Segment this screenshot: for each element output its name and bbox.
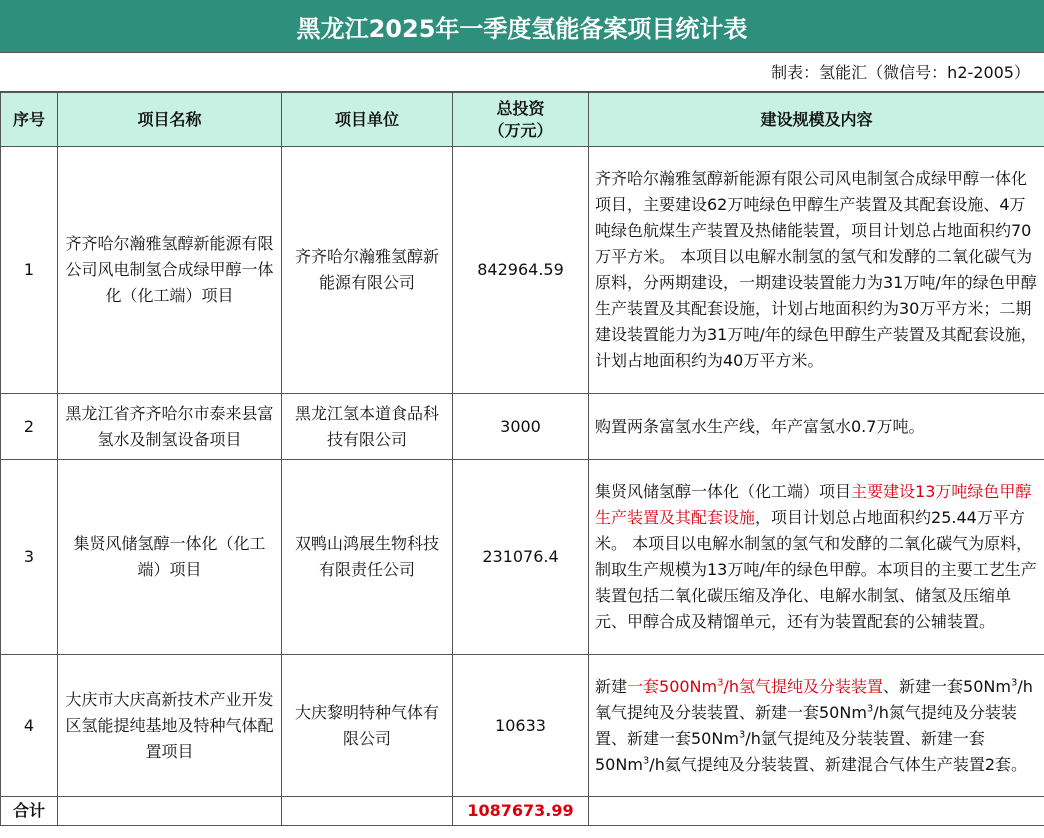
row-content: 购置两条富氢水生产线，年产富氢水0.7万吨。 (589, 394, 1044, 460)
table-row (1, 460, 1044, 655)
projects-table (0, 92, 1044, 826)
maker-credit: 制表：氢能汇（微信号：h2-2005） (0, 52, 1044, 92)
total-label: 合计 (1, 797, 58, 826)
total-empty-cell (58, 797, 282, 826)
header-project-unit: 项目单位 (282, 93, 453, 147)
row-content: 齐齐哈尔瀚雅氢醇新能源有限公司风电制氢合成绿甲醇一体化项目，主要建设62万吨绿色甲醇生产装置及其配套设施、4万吨绿色航煤生产装置及热储能装置，项目计划总占地面积约70万平方米。 本项目以电解水制氢的氢气和发酵的二氧化碳气为原料，分两期建设，一期建设装置能力为31万吨/年的绿色甲醇生产装置及其配套设施，计划占地面积约为30万平方米；二期建设装置能力为31万吨/年的绿色甲醇生产装置及其配套设施，计划占地面积约为40万平方米。 (589, 147, 1044, 394)
header-investment (453, 93, 589, 147)
header-investment-line1: 总投资 (496, 98, 545, 118)
row-content (589, 655, 1044, 797)
row-project-unit: 黑龙江氢本道食品科技有限公司 (282, 394, 453, 460)
superscript: 3 (1010, 677, 1018, 689)
table-row (1, 655, 1044, 797)
total-investment: 1087673.99 (453, 797, 589, 826)
page-title: 黑龙江2025年一季度氢能备案项目统计表 (0, 0, 1044, 53)
row-investment: 10633 (453, 655, 589, 797)
row-project-name: 齐齐哈尔瀚雅氢醇新能源有限公司风电制氢合成绿甲醇一体化（化工端）项目 (58, 147, 282, 394)
row-investment: 231076.4 (453, 460, 589, 655)
total-row (1, 797, 1044, 826)
row-project-name: 集贤风储氢醇一体化（化工端）项目 (58, 460, 282, 655)
content-text: /h氮气提纯及分装装置、新建一套50Nm (595, 702, 1017, 748)
row-index: 2 (1, 394, 58, 460)
content-text: 集贤风储氢醇一体化（化工端）项目 (595, 482, 852, 501)
superscript: 3 (738, 729, 746, 741)
row-investment: 3000 (453, 394, 589, 460)
superscript: 3 (866, 703, 874, 715)
row-project-unit: 齐齐哈尔瀚雅氢醇新能源有限公司 (282, 147, 453, 394)
row-project-unit: 双鸭山鸿展生物科技有限责任公司 (282, 460, 453, 655)
content-highlight-part: /h氢气提纯及分装装置 (723, 676, 884, 696)
total-empty-cell (589, 797, 1044, 826)
header-investment-line2: （万元） (488, 120, 553, 140)
content-highlight: 主要建设13万吨绿色甲醇生产装置及其配套设施 (595, 482, 1032, 527)
content-text: 、新建一套50Nm (883, 676, 1011, 696)
row-content (589, 460, 1044, 655)
header-content: 建设规模及内容 (589, 93, 1044, 147)
content-text: /h氦气提纯及分装装置、新建混合气体生产装置2套。 (649, 754, 1028, 774)
row-investment: 842964.59 (453, 147, 589, 394)
row-project-name: 黑龙江省齐齐哈尔市泰来县富氢水及制氢设备项目 (58, 394, 282, 460)
header-index: 序号 (1, 93, 58, 147)
content-text: /h氧气提纯及分装装置、新建一套50Nm (595, 676, 1033, 722)
content-text: 新建 (595, 676, 628, 696)
row-project-unit: 大庆黎明特种气体有限公司 (282, 655, 453, 797)
superscript: 3 (642, 755, 650, 767)
row-index: 1 (1, 147, 58, 394)
row-index: 3 (1, 460, 58, 655)
content-highlight-part: 一套500Nm (627, 676, 718, 696)
table-row (1, 394, 1044, 460)
row-index: 4 (1, 655, 58, 797)
content-text: /h氩气提纯及分装装置、新建一套50Nm (595, 728, 985, 774)
content-text: ，项目计划总占地面积约25.44万平方米。 本项目以电解水制氢的氢气和发酵的二氧化碳气为原料，制取生产规模为13万吨/年的绿色甲醇。本项目的主要工艺生产装置包括二氧化碳压缩及净化、电解水制氢、储氢及压缩单元、甲醇合成及精馏单元，还有为装置配套的公辅装置。 (595, 508, 1037, 631)
header-project-name: 项目名称 (58, 93, 282, 147)
total-empty-cell (282, 797, 453, 826)
row-project-name: 大庆市大庆高新技术产业开发区氢能提纯基地及特种气体配置项目 (58, 655, 282, 797)
superscript: 3 (717, 677, 724, 689)
table-row (1, 147, 1044, 394)
content-highlight (627, 677, 883, 696)
header-row (1, 93, 1044, 147)
